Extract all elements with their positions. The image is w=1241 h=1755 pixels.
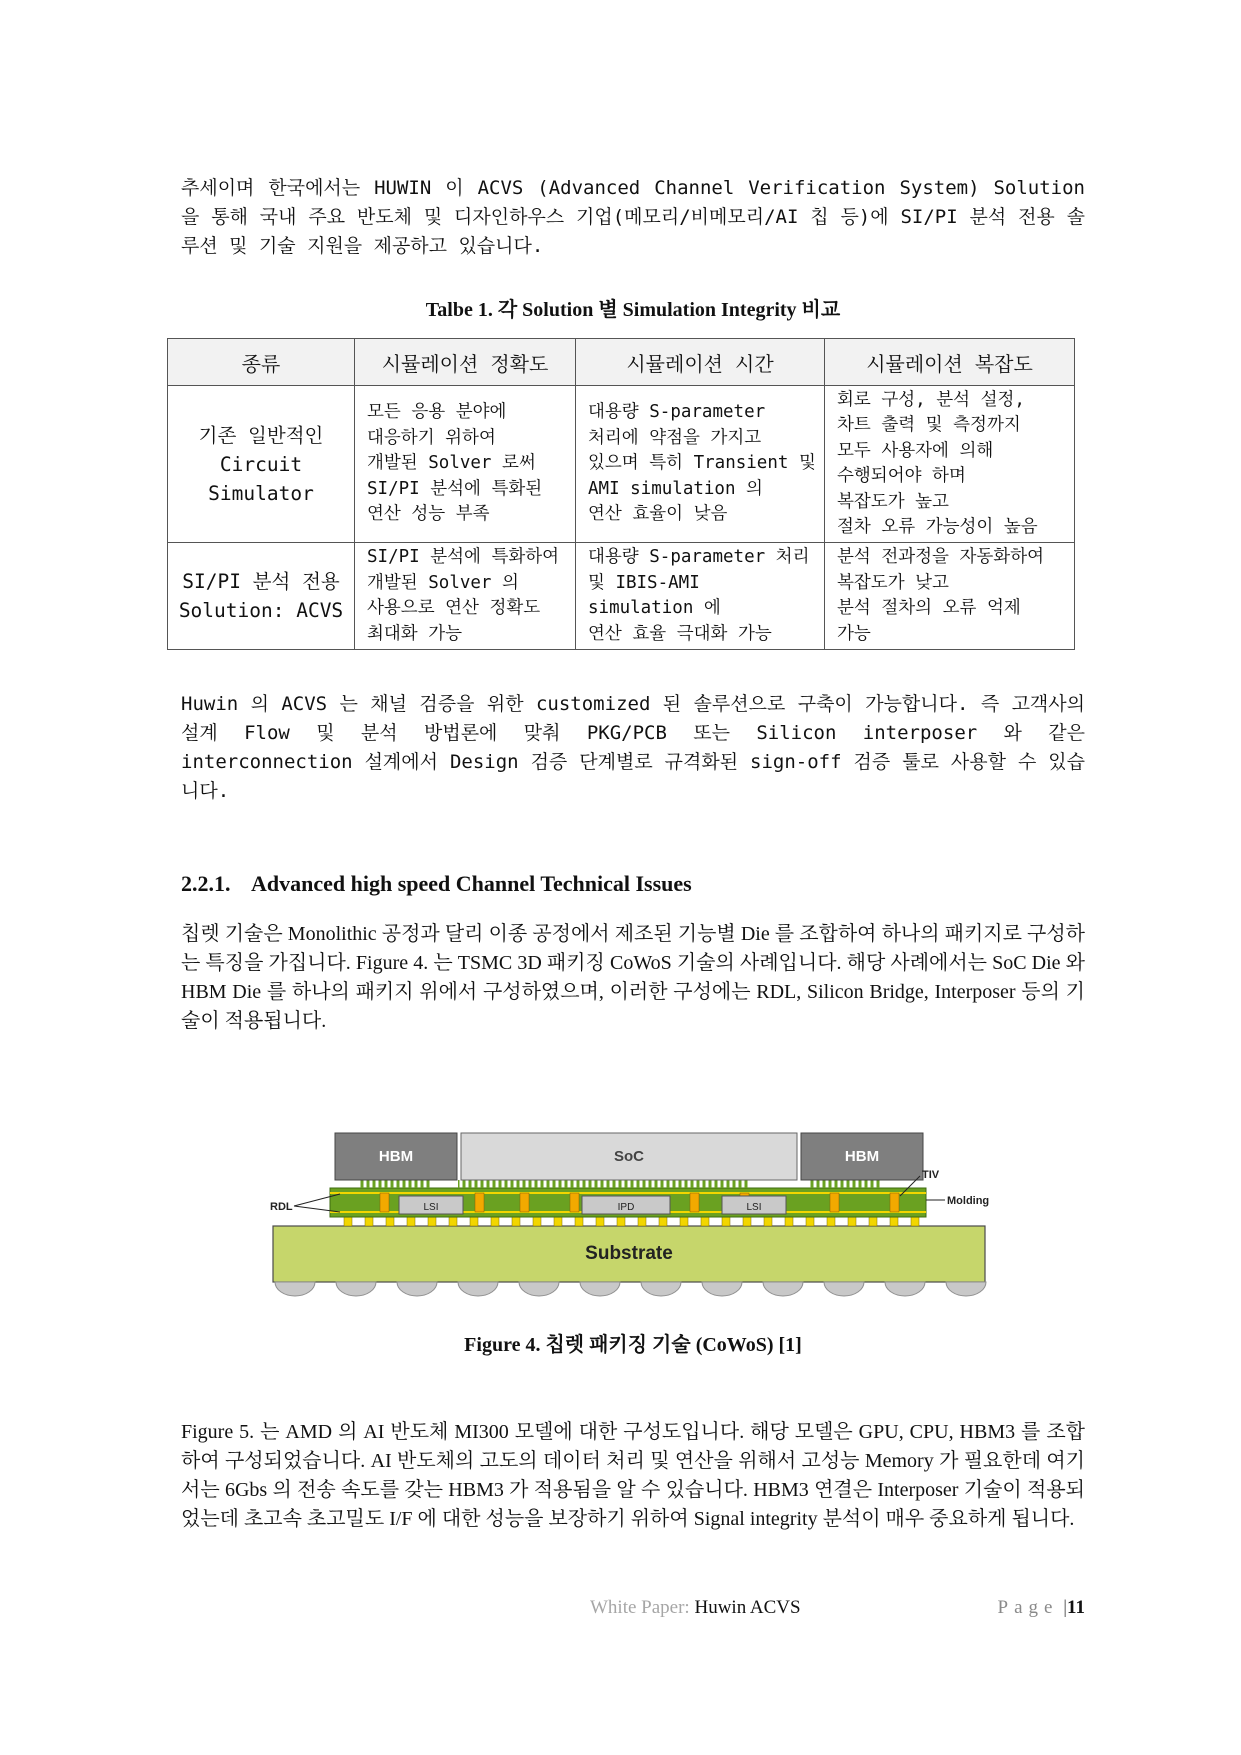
cell-line: 개발된 Solver 의 [367,572,519,593]
footer-page-number [998,1597,1085,1619]
ipd-label: IPD [617,1202,635,1213]
microbumps-soc [458,1180,748,1188]
acvs-paragraph: Huwin 의 ACVS 는 채널 검증을 위한 customized 된 솔루션으로 구축이 가능합니다. 즉 고객사의 설계 Flow 및 분석 방법론에 맞춰 PKG/PCB 또는 Silicon interposer 와 같은 interconnection 설계에서 Design 검증 단계별로 규격화된 sign-off 검증 툴로 사용할 수 있습니다. [181,693,1085,802]
cell-line: 처리에 약점을 가지고 [588,427,762,448]
hbm-left-label: HBM [378,1148,414,1165]
cell-line: 있으며 특히 Transient 및 [588,453,816,474]
solder-ball [702,1282,742,1296]
header-time: 시뮬레이션 시간 [576,339,825,386]
table-header-row [168,339,1075,386]
cell-line: 복잡도가 높고 [837,491,949,512]
cell-accuracy [355,386,576,543]
section-title: Advanced high speed Channel Technical Issues [251,871,692,896]
footer-doc-title [590,1597,801,1619]
cell-line: 회로 구성, 분석 설정, [837,389,1025,410]
cell-line: 대응하기 위하여 [367,427,496,448]
cell-line: 분석 절차의 오류 억제 [837,598,1021,618]
section-heading [181,871,692,897]
cell-line: SI/PI 분석에 특화하여 [367,547,560,567]
cell-complexity [825,543,1075,650]
soc-label: SoC [614,1148,644,1165]
header-accuracy: 시뮬레이션 정확도 [355,339,576,386]
table-caption: Talbe 1. 각 Solution 별 Simulation Integrity 비교 [425,299,841,321]
lsi-right-label: LSI [746,1202,762,1213]
cell-line: 대용량 S-parameter 처리 [588,547,810,567]
footer-doc-name: Huwin ACVS [694,1597,801,1618]
solder-ball [641,1282,681,1296]
cell-line: 차트 출력 및 측정까지 [837,415,1021,435]
cowos-diagram [270,1118,990,1308]
cell-accuracy [355,543,576,650]
cell-line: 모두 사용자에 의해 [837,440,994,461]
cell-line: 및 IBIS-AMI [588,572,700,593]
solder-ball [824,1282,864,1296]
solder-balls [275,1282,986,1296]
solder-ball [946,1282,986,1296]
header-type: 종류 [168,339,355,386]
cell-line: 연산 성능 부족 [367,504,490,525]
cell-complexity [825,386,1075,543]
section-number: 2.2.1. [181,871,231,896]
header-complexity: 시뮬레이션 복잡도 [825,339,1075,386]
footer-page-value: 11 [1067,1597,1085,1618]
mi300-paragraph: Figure 5. 는 AMD 의 AI 반도체 MI300 모델에 대한 구성도입니다. 해당 모델은 GPU, CPU, HBM3 를 조합하여 구성되었습니다. AI 반도체의 고도의 데이터 처리 및 연산을 위해서 고성능 Memory 가 필요한데 여기서는 6Gbs 의 전송 속도를 갖는 HBM3 가 적용됨을 알 수 있습니다. HBM3 연결은 Interposer 기술이 적용되었는데 초고속 초고밀도 I/F 에 대한 성능을 보장하기 위하여 Signal integrity 분석이 매우 중요하게 됩니다. [181,1421,1085,1530]
solder-ball [336,1282,376,1296]
cell-line: 절차 오류 가능성이 높음 [837,517,1038,537]
cell-line: 개발된 Solver 로써 [367,453,536,474]
molding-label: Molding [947,1195,990,1207]
substrate-label: Substrate [585,1243,673,1264]
cell-line: 최대화 가능 [367,623,463,644]
comparison-table [167,338,1075,650]
footer-page-label: Page [997,1597,1059,1618]
cell-type [168,543,355,650]
cell-line: 분석 전과정을 자동화하여 [837,547,1045,567]
cell-line: 모든 응용 분야에 [367,402,507,423]
table-row [168,386,1075,543]
cell-line: 기존 일반적인 [198,423,324,447]
cell-line: Circuit [219,452,303,476]
cell-line: 대용량 S-parameter [588,402,766,423]
cell-line: AMI simulation 의 [588,478,763,499]
solder-ball [763,1282,803,1296]
footer-doc-prefix: White Paper: [590,1597,695,1618]
cell-time [576,543,825,650]
cell-line: 수행되어야 하며 [837,466,966,486]
hbm-right-label: HBM [844,1148,880,1165]
solder-ball [397,1282,437,1296]
solder-ball [885,1282,925,1296]
footer-separator: | [1063,1597,1068,1618]
cell-line: 복잡도가 낮고 [837,572,949,593]
figure-caption: Figure 4. 칩렛 패키징 기술 (CoWoS) [1] [464,1334,802,1356]
tiv-label: TIV [922,1169,940,1181]
solder-ball [275,1282,315,1296]
solder-ball [519,1282,559,1296]
cell-line: 연산 효율이 낮음 [588,504,728,525]
intro-paragraph: 추세이며 한국에서는 HUWIN 이 ACVS (Advanced Channel Verification System) Solution 을 통해 국내 주요 반도체 및 디자인하우스 기업(메모리/비메모리/AI 칩 등)에 SI/PI 분석 전용 솔루션 및 기술 지원을 제공하고 있습니다. [181,177,1085,257]
cell-line: Solution: ACVS [178,599,344,622]
microbumps-right [810,1180,882,1188]
rdl-label: RDL [270,1201,293,1213]
chiplet-paragraph: 칩렛 기술은 Monolithic 공정과 달리 이종 공정에서 제조된 기능별 Die 를 조합하여 하나의 패키지로 구성하는 특징을 가집니다. Figure 4. 는 TSMC 3D 패키징 CoWoS 기술의 사례입니다. 해당 사례에서는 SoC Die 와 HBM Die 를 하나의 패키지 위에서 구성하였으며, 이러한 구성에는 RDL, Silicon Bridge, Interposer 등의 기술이 적용됩니다. [181,923,1085,1032]
solder-ball [458,1282,498,1296]
solder-ball [580,1282,620,1296]
table-row [168,543,1075,650]
c4-bumps [344,1217,919,1226]
cell-line: 연산 효율 극대화 가능 [588,623,772,644]
cell-type [168,386,355,543]
cell-line: SI/PI 분석에 특화된 [367,478,543,499]
microbumps-left [360,1180,432,1188]
cell-line: simulation 에 [588,598,721,618]
cell-time [576,386,825,543]
cell-line: 사용으로 연산 정확도 [367,598,541,618]
cell-line: 가능 [837,623,871,644]
cell-line: SI/PI 분석 전용 [182,570,340,593]
cell-line: Simulator [208,481,314,505]
lsi-left-label: LSI [423,1202,439,1213]
